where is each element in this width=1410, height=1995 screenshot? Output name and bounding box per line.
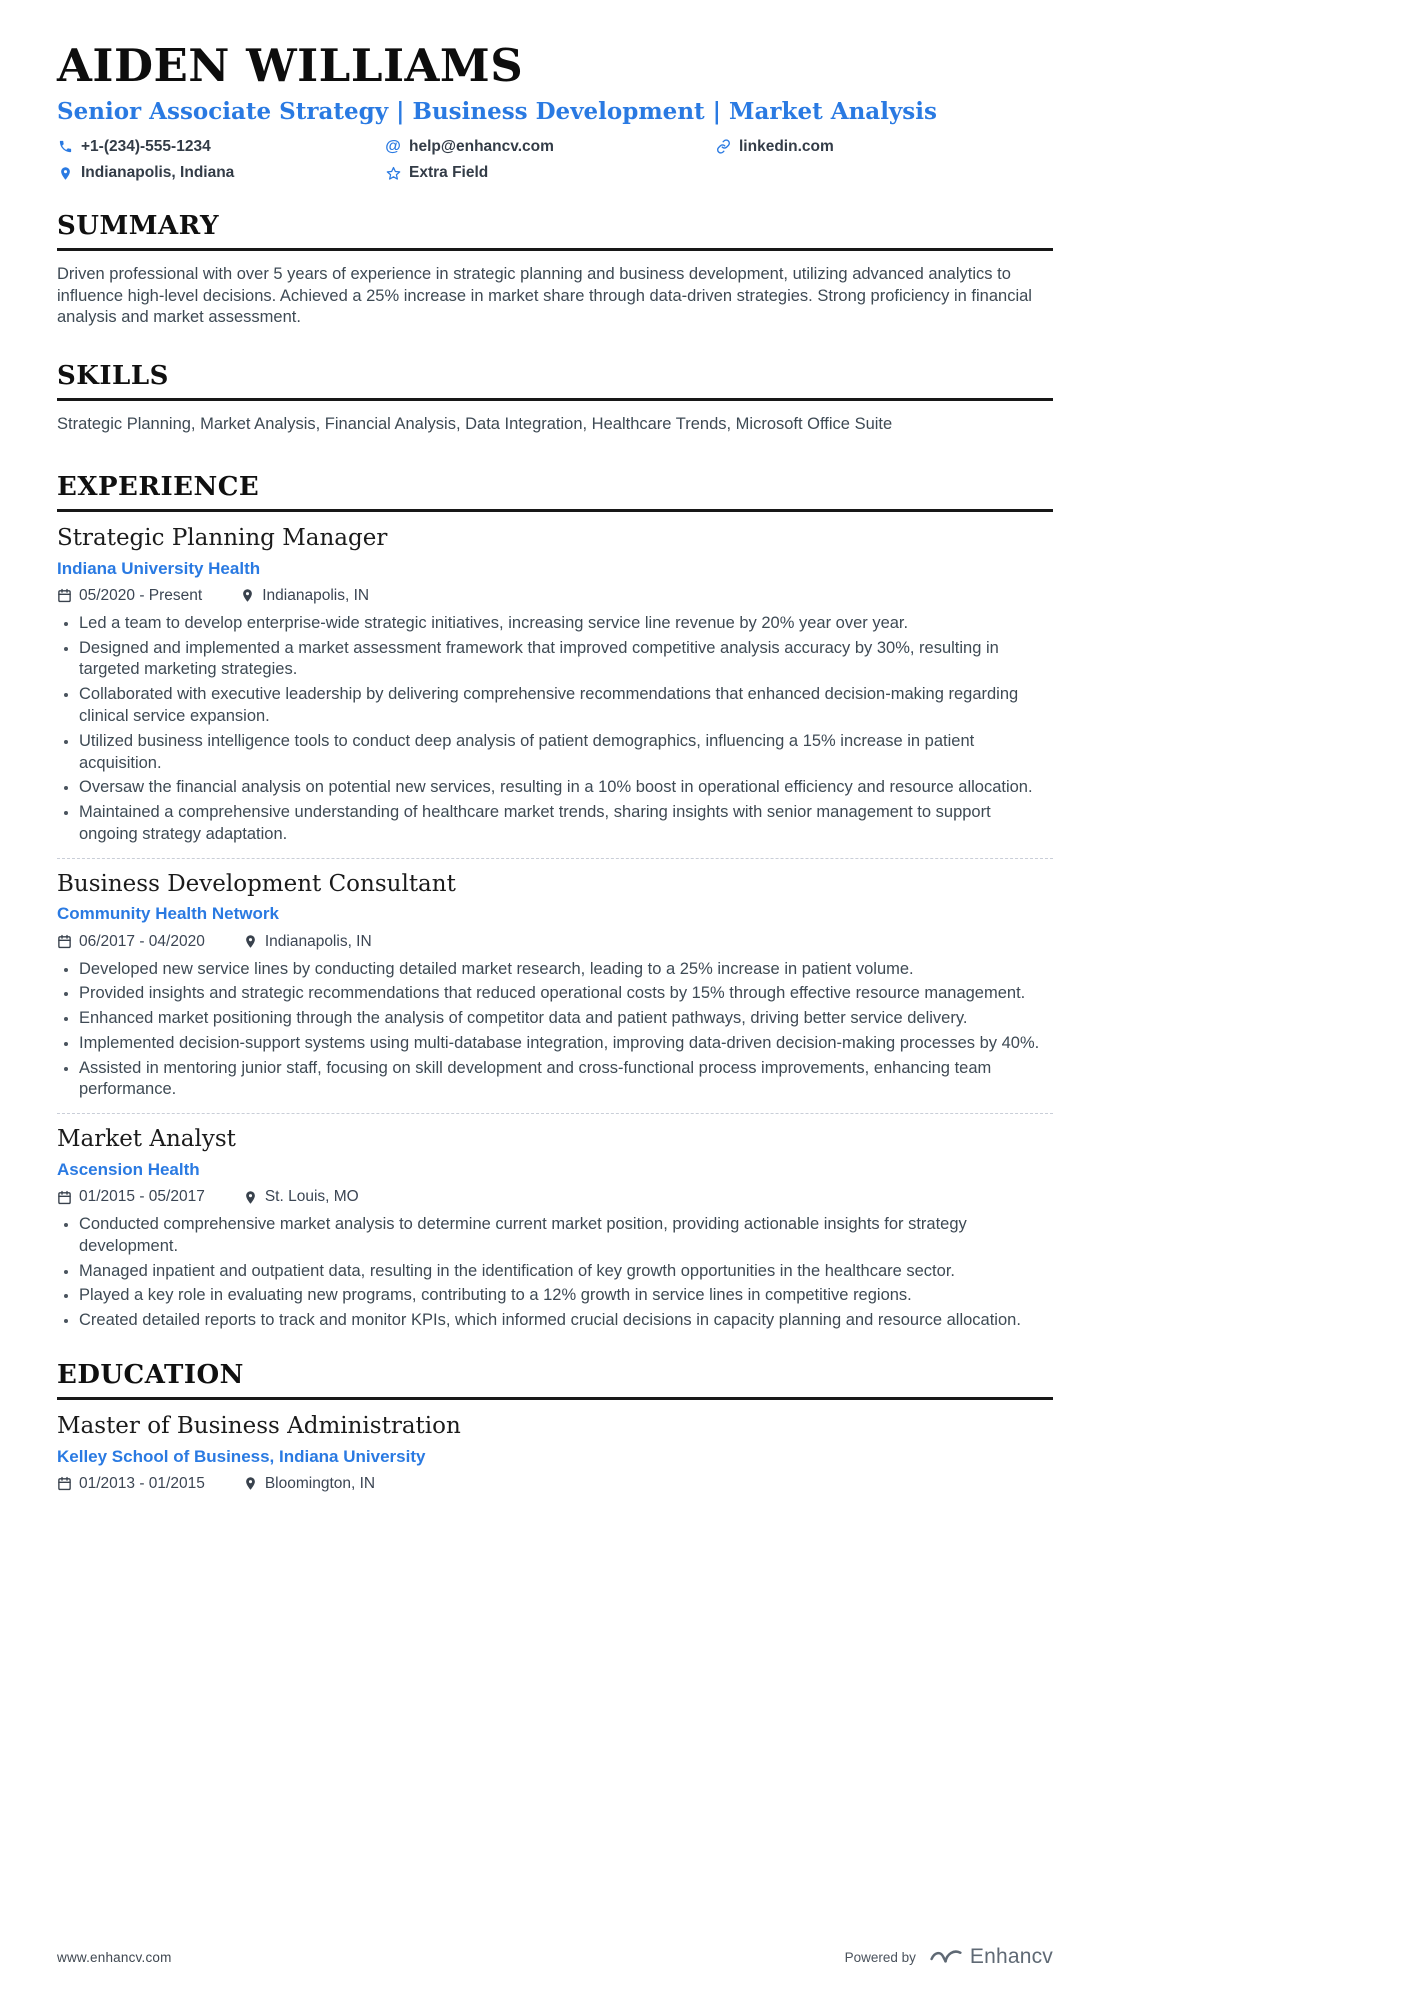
job-company: Ascension Health	[57, 1159, 200, 1179]
job-divider	[57, 858, 1053, 859]
star-icon	[385, 166, 401, 182]
job-bullet: • Created detailed reports to track and monitor KPIs, which informed crucial decisions in capacity planning and resource allocation.	[79, 1310, 1053, 1332]
job-bullets	[57, 613, 1053, 846]
job-company: Indiana University Health	[57, 558, 261, 578]
job-dates	[57, 587, 202, 605]
education-section	[57, 1360, 1053, 1493]
calendar-icon	[57, 934, 72, 949]
summary-section	[57, 211, 1053, 329]
education-dates-value: 01/2013 - 01/2015	[79, 1474, 205, 1492]
job-bullet: • Enhanced market positioning through the analysis of competitor data and patient pathways, driving better service delivery.	[79, 1008, 1053, 1030]
job-dates	[57, 933, 205, 951]
skills-text: Strategic Planning, Market Analysis, Financial Analysis, Data Integration, Healthcare Trends, Microsoft Office Suite	[57, 415, 893, 434]
job-bullet: • Utilized business intelligence tools to conduct deep analysis of patient demographics, influencing a 15% increase in patient acquisition.	[79, 731, 1053, 775]
enhancv-brand-name: Enhancv	[969, 1945, 1053, 1968]
job-bullet: • Designed and implemented a market assessment framework that improved competitive analysis accuracy by 30%, resulting in targeted marketing strategies.	[79, 638, 1053, 682]
job-dates-value: 06/2017 - 04/2020	[79, 932, 205, 950]
job-bullet: • Led a team to develop enterprise-wide strategic initiatives, increasing service line revenue by 20% year over year.	[79, 613, 1053, 635]
calendar-icon	[57, 1476, 72, 1491]
job-company: Community Health Network	[57, 904, 279, 924]
contact-linkedin-value: linkedin.com	[739, 137, 834, 155]
job-dates-value: 01/2015 - 05/2017	[79, 1188, 205, 1206]
location-pin-icon	[57, 166, 73, 182]
contact-linkedin[interactable]	[715, 138, 1053, 157]
education-heading: EDUCATION	[57, 1360, 1053, 1400]
powered-by-label: Powered by	[844, 1949, 916, 1965]
education-dates	[57, 1475, 205, 1493]
page-footer	[57, 1945, 1053, 1969]
location-pin-icon	[240, 588, 255, 603]
powered-by	[845, 1945, 1053, 1969]
contact-extra-value: Extra Field	[409, 164, 489, 182]
job-bullet: • Provided insights and strategic recommendations that reduced operational costs by 15% through effective resource management.	[79, 983, 1053, 1005]
job-entry	[57, 1126, 1053, 1332]
job-bullet: • Oversaw the financial analysis on potential new services, resulting in a 10% boost in operational efficiency and resource allocation.	[79, 777, 1053, 799]
job-location	[243, 933, 372, 951]
job-bullet: • Collaborated with executive leadership by delivering comprehensive recommendations that enhanced decision-making regarding clinical service expansion.	[79, 684, 1053, 728]
candidate-name: AIDEN WILLIAMS	[57, 39, 524, 92]
footer-site-link[interactable]: www.enhancv.com	[57, 1949, 172, 1965]
job-bullets	[57, 959, 1053, 1102]
job-location-value: Indianapolis, IN	[262, 586, 370, 604]
calendar-icon	[57, 588, 72, 603]
job-meta	[57, 933, 1053, 951]
job-entry	[57, 525, 1053, 846]
candidate-headline: Senior Associate Strategy | Business Development | Market Analysis	[57, 98, 937, 126]
job-meta	[57, 587, 1053, 605]
job-bullet: • Conducted comprehensive market analysis to determine current market position, providing actionable insights for strategy development.	[79, 1214, 1053, 1258]
job-title: Business Development Consultant	[57, 870, 456, 897]
contact-phone-value: +1-(234)-555-1234	[81, 137, 211, 155]
job-entry	[57, 871, 1053, 1102]
location-pin-icon	[243, 934, 258, 949]
school-name: Kelley School of Business, Indiana University	[57, 1446, 426, 1466]
contact-location-value: Indianapolis, Indiana	[81, 164, 235, 182]
phone-icon	[57, 139, 73, 155]
email-icon: @	[385, 138, 401, 156]
job-location-value: Indianapolis, IN	[264, 932, 372, 950]
education-meta	[57, 1475, 1053, 1493]
contact-email[interactable]	[385, 138, 715, 157]
contact-extra-field	[385, 164, 715, 183]
job-title: Market Analyst	[57, 1126, 236, 1153]
contact-row	[57, 138, 1053, 183]
degree-title: Master of Business Administration	[57, 1412, 461, 1439]
job-location	[240, 587, 369, 605]
job-bullet: • Assisted in mentoring junior staff, focusing on skill development and cross-functional process improvements, enhancing team performance.	[79, 1058, 1053, 1102]
job-dates	[57, 1188, 205, 1206]
experience-section	[57, 472, 1053, 1332]
location-pin-icon	[243, 1190, 258, 1205]
job-bullets	[57, 1214, 1053, 1332]
resume-page	[57, 0, 1053, 1493]
contact-location	[57, 164, 385, 183]
calendar-icon	[57, 1190, 72, 1205]
resume-header	[57, 39, 1053, 183]
job-bullet: • Played a key role in evaluating new programs, contributing to a 12% growth in service lines in competitive regions.	[79, 1285, 1053, 1307]
education-location-value: Bloomington, IN	[264, 1474, 376, 1492]
summary-text: Driven professional with over 5 years of experience in strategic planning and business development, utilizing advanced analytics to influence high-level decisions. Achieved a 25% increase in market share through data-driven strategies. Strong proficiency in financial analysis and market assessment.	[57, 264, 1032, 327]
link-icon	[715, 139, 731, 155]
job-bullet: • Implemented decision-support systems using multi-database integration, improving data-driven decision-making processes by 40%.	[79, 1033, 1053, 1055]
education-location	[243, 1475, 375, 1493]
contact-phone[interactable]	[57, 138, 385, 157]
skills-heading: SKILLS	[57, 361, 1053, 401]
contact-email-value: help@enhancv.com	[409, 137, 554, 155]
enhancv-logo-icon	[929, 1946, 963, 1969]
skills-section	[57, 361, 1053, 436]
location-pin-icon	[243, 1476, 258, 1491]
job-dates-value: 05/2020 - Present	[79, 586, 203, 604]
job-location	[243, 1188, 359, 1206]
job-meta	[57, 1188, 1053, 1206]
summary-heading: SUMMARY	[57, 211, 1053, 251]
job-bullet: • Maintained a comprehensive understanding of healthcare market trends, sharing insights with senior management to support ongoing strategy adaptation.	[79, 802, 1053, 846]
job-title: Strategic Planning Manager	[57, 524, 388, 551]
experience-heading: EXPERIENCE	[57, 472, 1053, 512]
job-location-value: St. Louis, MO	[264, 1188, 359, 1206]
job-bullet: • Managed inpatient and outpatient data, resulting in the identification of key growth opportunities in the healthcare sector.	[79, 1261, 1053, 1283]
job-bullet: • Developed new service lines by conducting detailed market research, leading to a 25% increase in patient volume.	[79, 959, 1053, 981]
job-divider	[57, 1113, 1053, 1114]
enhancv-brand-link[interactable]	[929, 1945, 1053, 1969]
